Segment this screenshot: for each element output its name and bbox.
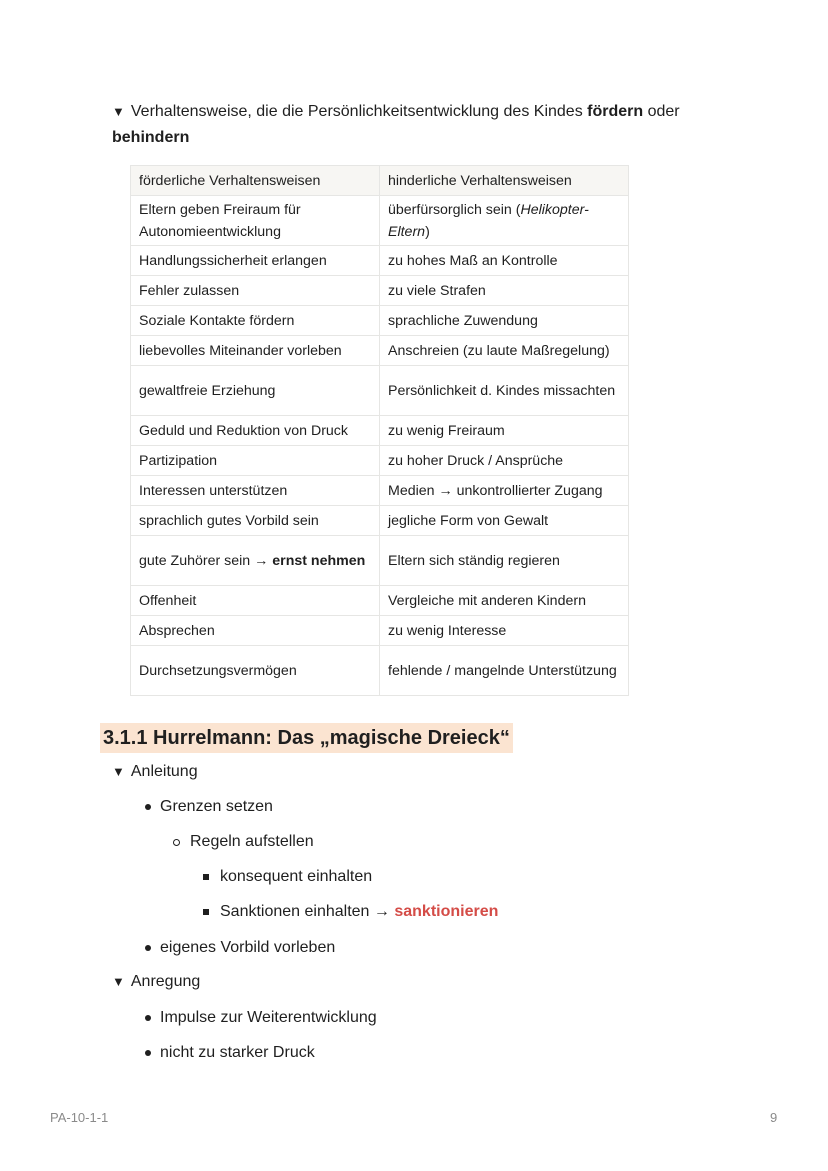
table-cell: Medien → unkontrollierter Zugang [380,476,629,506]
cell-text: gute Zuhörer sein → [139,552,273,569]
intro-text: Verhaltensweise, die die Persönlichkeitsentwicklung des Kindes [130,103,588,120]
table-row [131,416,629,446]
table-cell: Persönlichkeit d. Kindes missachten [380,366,629,416]
cell-text-italic: Helikopter-Eltern [388,201,589,240]
table-cell: Handlungssicherheit erlangen [131,246,380,276]
table-cell: zu hohes Maß an Kontrolle [380,246,629,276]
table-cell: Absprechen [131,616,380,646]
table-row [131,306,629,336]
table-cell: gewaltfreie Erziehung [131,366,380,416]
list-item: Regeln aufstellen [190,833,314,850]
bullet-disc-icon [145,1015,151,1021]
table-row [131,336,629,366]
toggle-label: Anregung [130,973,201,990]
bullet-circle-icon [173,839,180,846]
list-item: konsequent einhalten [220,868,373,885]
table-row [131,246,629,276]
table-cell: zu hoher Druck / Ansprüche [380,446,629,476]
intro-bold-foerdern: fördern [587,103,644,120]
section-heading: 3.1.1 Hurrelmann: Das „magische Dreieck“ [100,723,513,753]
list-item: Impulse zur Weiterentwicklung [160,1009,377,1026]
bullet-square-icon [203,909,209,915]
table-cell: Interessen unterstützen [131,476,380,506]
table-row [131,366,629,416]
list-item-red-text: sanktionieren [394,903,499,920]
table-row [131,196,629,246]
table-cell: Geduld und Reduktion von Druck [131,416,380,446]
table-cell: Eltern geben Freiraum für Autonomieentwicklung [131,196,380,246]
cell-text: überfürsorglich sein ( [388,201,521,218]
toggle-anleitung[interactable] [112,759,198,785]
table-row [131,536,629,586]
table-row [131,276,629,306]
table-cell: liebevolles Miteinander vorleben [131,336,380,366]
cell-text-bold: ernst nehmen [272,552,366,569]
table-cell: Fehler zulassen [131,276,380,306]
table-row [131,646,629,696]
toggle-triangle-icon[interactable]: ▼ [112,104,125,119]
footer-page-number: 9 [770,1110,778,1125]
bullet-disc-icon [145,804,151,810]
table-cell: fehlende / mangelnde Unterstützung [380,646,629,696]
table-header-cell: hinderliche Verhaltensweisen [380,166,629,196]
table-cell: Durchsetzungsvermögen [131,646,380,696]
toggle-label: Anleitung [130,763,198,780]
list-item: eigenes Vorbild vorleben [160,939,336,956]
table-row [131,446,629,476]
toggle-triangle-icon[interactable]: ▼ [112,974,125,989]
behaviour-table [130,165,629,696]
bullet-disc-icon [145,945,151,951]
bullet-square-icon [203,874,209,880]
list-item [220,900,498,924]
table-cell: Partizipation [131,446,380,476]
list-item: nicht zu starker Druck [160,1044,315,1061]
list-item-text: Sanktionen einhalten → [220,903,395,920]
table-cell: Vergleiche mit anderen Kindern [380,586,629,616]
table-cell [380,196,629,246]
table-cell: sprachliche Zuwendung [380,306,629,336]
table-cell: Offenheit [131,586,380,616]
table-header-row [131,166,629,196]
table-cell: sprachlich gutes Vorbild sein [131,506,380,536]
cell-text: ) [425,223,430,240]
table-cell: zu wenig Interesse [380,616,629,646]
intro-bold-behindern: behindern [112,129,190,146]
table-cell: jegliche Form von Gewalt [380,506,629,536]
table-row [131,506,629,536]
table-header-cell: förderliche Verhaltensweisen [131,166,380,196]
table-row [131,616,629,646]
table-row [131,586,629,616]
table-cell: zu viele Strafen [380,276,629,306]
table-cell: Soziale Kontakte fördern [131,306,380,336]
footer-document-id: PA-10-1-1 [50,1110,109,1125]
table-row [131,476,629,506]
toggle-triangle-icon[interactable]: ▼ [112,764,125,779]
intro-text-oder: oder [643,103,680,120]
list-item: Grenzen setzen [160,798,273,815]
bullet-disc-icon [145,1050,151,1056]
table-cell: zu wenig Freiraum [380,416,629,446]
table-cell: Eltern sich ständig regieren [380,536,629,586]
table-cell [131,536,380,586]
toggle-anregung[interactable] [112,969,200,995]
table-cell: Anschreien (zu laute Maßregelung) [380,336,629,366]
toggle-verhaltensweise[interactable] [112,99,732,151]
